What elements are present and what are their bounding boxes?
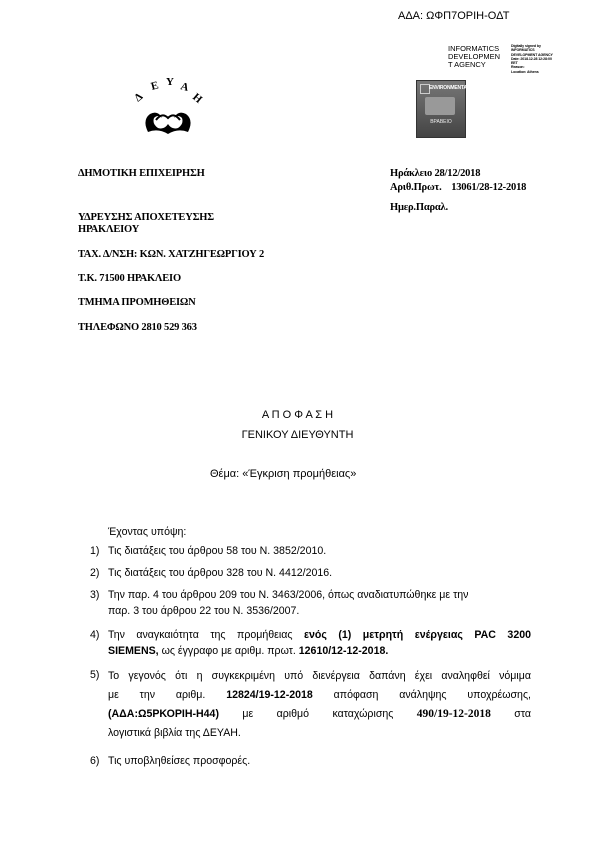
signature-fine-print: Digitally signed by INFORMATICS DEVELOPMENT AGENCY Date: 2018.12.28 12:28:00 EET Reason: Location: Athens	[511, 44, 553, 74]
svg-text:Α: Α	[179, 80, 191, 94]
sender-line3: ΗΡΑΚΛΕΙΟΥ	[78, 224, 140, 235]
sender-phone: ΤΗΛΕΦΩΝΟ 2810 529 363	[78, 322, 197, 333]
list-item: Την αναγκαιότητα της προμήθειας ενός (1) μετρητή ενέργειας PAC 3200 SIEMENS, ως έγγραφο με αριθμ. πρωτ. 12610/12-12-2018.	[108, 629, 531, 657]
svg-text:Ε: Ε	[149, 79, 160, 93]
signature-line1: INFORMATICS	[448, 44, 500, 53]
list-item-number: 3)	[90, 589, 100, 601]
sender-department: ΤΜΗΜΑ ΠΡΟΜΗΘΕΙΩΝ	[78, 297, 196, 308]
list-item-number: 6)	[90, 755, 100, 767]
subject-text: «Έγκριση προμήθειας»	[242, 468, 357, 480]
document-date: Ηράκλειο 28/12/2018	[390, 168, 481, 179]
list-item: Τις υποβληθείσες προσφορές.	[108, 755, 251, 767]
svg-text:Υ: Υ	[166, 76, 174, 88]
signature-line2: DEVELOPMEN	[448, 52, 501, 61]
signature-label	[448, 45, 500, 69]
deyah-logo	[128, 70, 208, 140]
received-date: Ημερ.Παραλ.	[390, 202, 448, 213]
list-item: Το γεγονός ότι η συγκεκριμένη υπό διενέργεια δαπάνη έχει αναληφθεί νόμιμα με την αριθμ. 12824/19-12-2018 απόφαση ανάληψης υποχρέωσης, (ΑΔΑ:Ω5ΡΚΟΡΙΗ-Η44) με αριθμό καταχώρισης 490/19-12-2018 στα λογιστικά βιβλία της ΔΕΥΑΗ.	[108, 670, 531, 739]
svg-text:Η: Η	[190, 91, 205, 106]
list-item-number: 4)	[90, 629, 100, 641]
svg-text:Δ: Δ	[132, 90, 146, 105]
protocol-label: Αριθ.Πρωτ.	[390, 182, 442, 193]
award-label: ENVIRONMENTAL	[429, 85, 470, 91]
sender-address: ΤΑΧ. Δ/ΝΣΗ: ΚΩΝ. ΧΑΤΖΗΓΕΩΡΓΙΟΥ 2	[78, 249, 265, 260]
ada-header: ΑΔΑ: ΩΦΠ7ΟΡΙΗ-ΟΔΤ	[398, 10, 510, 22]
considerations-list	[0, 543, 595, 793]
sender-postal: Τ.Κ. 71500 ΗΡΑΚΛΕΙΟ	[78, 273, 181, 284]
list-item: Τις διατάξεις του άρθρου 328 του Ν. 4412/2016.	[108, 567, 333, 579]
sender-line1: ΔΗΜΟΤΙΚΗ ΕΠΙΧΕΙΡΗΣΗ	[78, 168, 205, 179]
decision-title: Α Π Ο Φ Α Σ Η	[261, 409, 334, 421]
list-item-number: 2)	[90, 567, 100, 579]
environmental-award-badge	[416, 80, 470, 138]
list-item: Την παρ. 4 του άρθρου 209 του Ν. 3463/2006, όπως αναδιατυπώθηκε με την παρ. 3 του άρθρου 22 του Ν. 3536/2007.	[108, 589, 469, 617]
protocol-value: 13061/28-12-2018	[451, 182, 527, 193]
decision-subtitle: ΓΕΝΙΚΟΥ ΔΙΕΥΘΥΝΤΗ	[241, 429, 354, 441]
list-item-number: 5)	[90, 669, 100, 681]
logo-emblem-icon	[128, 70, 208, 140]
award-image	[425, 97, 455, 115]
subject-line	[210, 468, 356, 480]
list-item-number: 1)	[90, 545, 100, 557]
intro-text: Έχοντας υπόψη:	[108, 526, 187, 538]
protocol-number	[390, 182, 526, 193]
sender-line2: ΥΔΡΕΥΣΗΣ ΑΠΟΧΕΤΕΥΣΗΣ	[78, 212, 214, 223]
subject-label: Θέμα:	[210, 468, 240, 480]
list-item: Τις διατάξεις του άρθρου 58 του Ν. 3852/2010.	[108, 545, 327, 557]
award-caption: ΒΡΑΒΕΙΟ	[430, 119, 452, 125]
signature-line3: T AGENCY	[448, 60, 486, 69]
